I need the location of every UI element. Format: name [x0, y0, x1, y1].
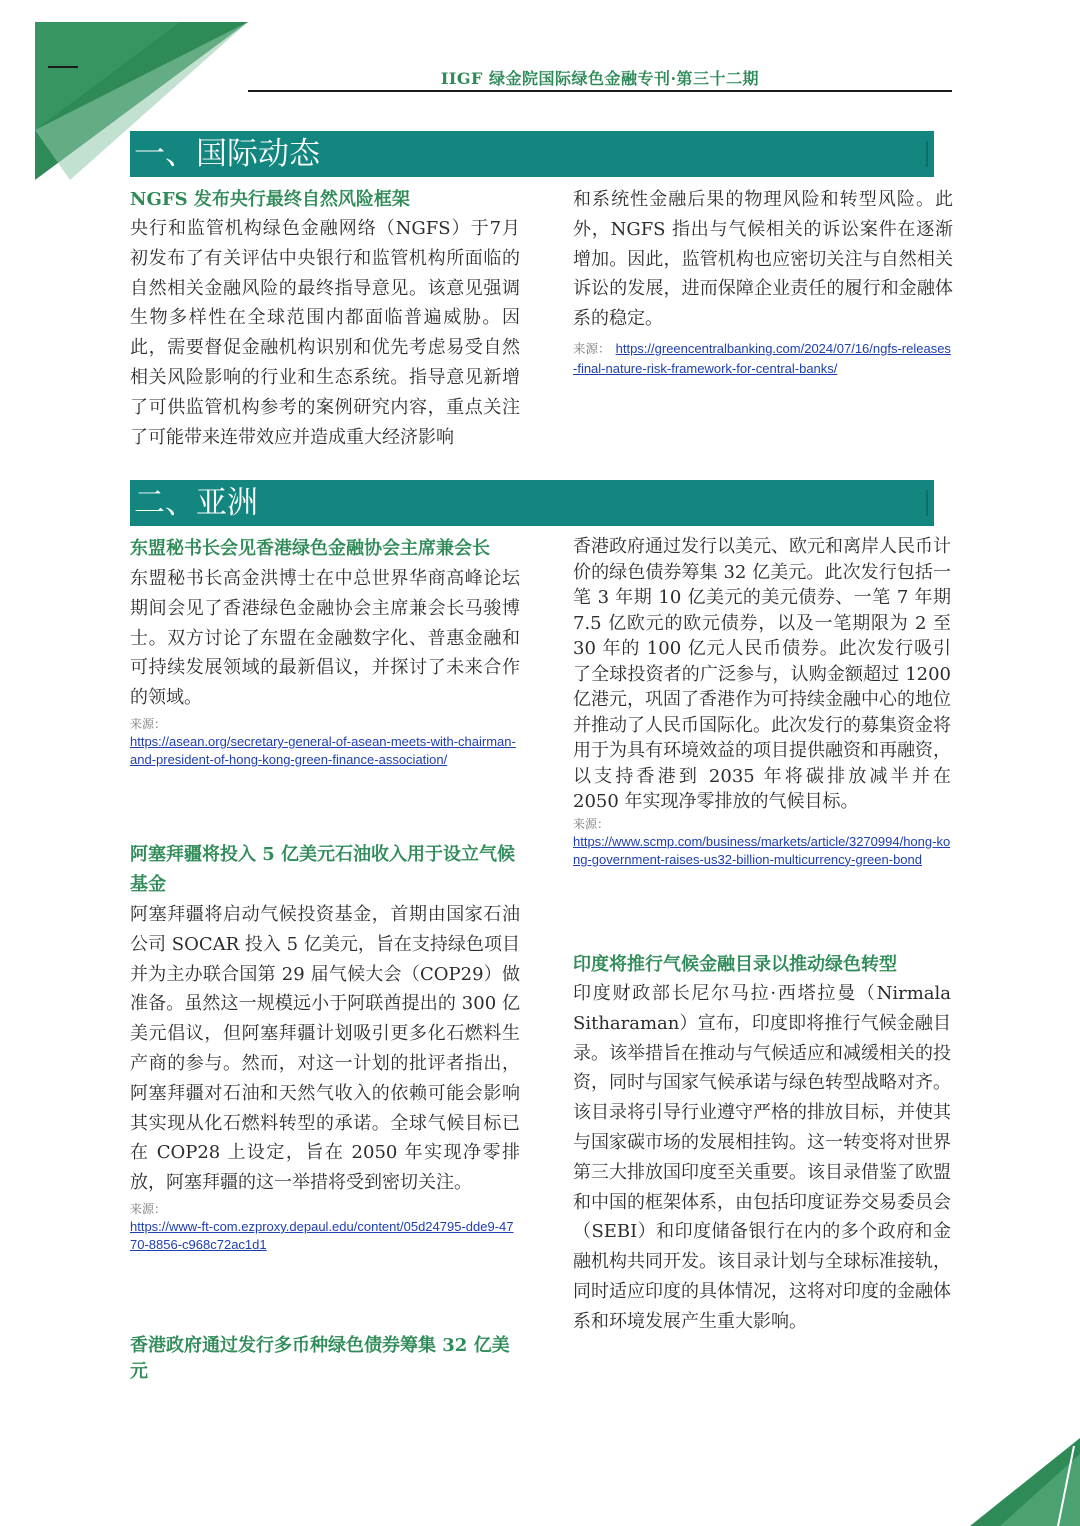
source-link[interactable]: https://greencentralbanking.com/2024/07/16/ngfs-releases-final-nature-risk-framework-for-central-banks/ — [573, 340, 951, 376]
article-body: 香港政府通过发行以美元、欧元和离岸人民币计价的绿色债券筹集 32 亿美元。此次发行包括一笔 3 年期 10 亿美元的美元债券、一笔 7 年期 7.5 亿欧元的欧元债券，以及一笔期限为 2 至 30 年的 100 亿元人民币债券。此次发行吸引了全球投资者的广泛参与，认购金额超过 1200 亿港元，巩固了香港作为可持续金融中心的地位并推动了人民币国际化。此次发行的募集资金将用于为具有环境效益的项目提供融资和再融资，以支持香港到 2035 年将碳排放减半并在 2050 年实现净零排放的气候目标。 — [573, 536, 951, 812]
article-heading: 东盟秘书长会见香港绿色金融协会主席兼会长 — [130, 538, 490, 559]
article-ngfs-left — [130, 185, 520, 452]
source-label: 来源： — [573, 340, 611, 356]
header-divider — [248, 90, 952, 92]
section-banner-international: 一、国际动态 — [130, 131, 934, 177]
source-label: 来源： — [130, 1201, 167, 1216]
article-hk-bond-heading — [130, 1333, 520, 1385]
article-body: 央行和监管机构绿色金融网络（NGFS）于7月初发布了有关评估中央银行和监管机构所面临的自然相关金融风险的最终指导意见。该意见强调生物多样性在全球范围内都面临普遍威胁。因此，需要督促金融机构识别和优先考虑易受自然相关风险影响的行业和生态系统。指导意见新增了可供监管机构参考的案例研究内容，重点关注了可能带来连带效应并造成重大经济影响 — [130, 218, 520, 448]
article-heading: NGFS 发布央行最终自然风险框架 — [130, 189, 410, 210]
article-heading: 阿塞拜疆将投入 5 亿美元石油收入用于设立气候基金 — [130, 844, 516, 895]
article-body-continued: 和系统性金融后果的物理风险和转型风险。此外，NGFS 指出与气候相关的诉讼案件在逐渐增加。因此，监管机构也应密切关注与自然相关诉讼的发展，进而保障企业责任的履行和金融体系的稳定。 — [573, 189, 953, 330]
section-banner-asia: 二、亚洲 — [130, 480, 934, 526]
article-asean — [130, 534, 520, 769]
article-body: 印度财政部长尼尔马拉·西塔拉曼（Nirmala Sitharaman）宣布，印度即将推行气候金融目录。该举措旨在推动与气候适应和减缓相关的投资，同时与国家气候承诺与绿色转型战略对齐。该目录将引导行业遵守严格的排放目标，并使其与国家碳市场的发展相挂钩。这一转变将对世界第三大排放国印度至关重要。该目录借鉴了欧盟和中国的框架体系，由包括印度证券交易委员会（SEBI）和印度储备银行在内的多个政府和金融机构共同开发。该目录计划与全球标准接轨，同时适应印度的具体情况，这将对印度的金融体系和环境发展产生重大影响。 — [573, 983, 951, 1332]
source-link[interactable]: https://www.scmp.com/business/markets/article/3270994/hong-kong-government-raises-us32-billion-multicurrency-green-bond — [573, 833, 951, 867]
corner-decoration-bottom-right — [970, 1416, 1080, 1526]
article-heading: 香港政府通过发行多币种绿色债券筹集 32 亿美元 — [130, 1335, 510, 1382]
article-body: 东盟秘书长高金洪博士在中总世界华商高峰论坛期间会见了香港绿色金融协会主席兼会长马骏博士。双方讨论了东盟在金融数字化、普惠金融和可持续发展领域的最新倡议，并探讨了未来合作的领域。 — [130, 568, 520, 709]
article-body: 阿塞拜疆将启动气候投资基金，首期由国家石油公司 SOCAR 投入 5 亿美元，旨在支持绿色项目并为主办联合国第 29 届气候大会（COP29）做准备。虽然这一规模远小于阿联酋提出的 300 亿美元倡议，但阿塞拜疆计划吸引更多化石燃料生产商的参与。然而，对这一计划的批评者指出，阿塞拜疆对石油和天然气收入的依赖可能会影响其实现从化石燃料转型的承诺。全球气候目标已在 COP28 上设定，旨在 2050 年实现净零排放，阿塞拜疆的这一举措将受到密切关注。 — [130, 904, 520, 1194]
article-heading: 印度将推行气候金融目录以推动绿色转型 — [573, 954, 897, 975]
source-label: 来源： — [573, 816, 610, 831]
article-azerbaijan — [130, 840, 520, 1254]
source-link[interactable]: https://asean.org/secretary-general-of-asean-meets-with-chairman-and-president-of-hong-kong-green-finance-association/ — [130, 733, 516, 767]
article-ngfs-right — [573, 185, 953, 378]
source-label: 来源： — [130, 716, 167, 731]
page-header-title: IIGF 绿金院国际绿色金融专刊·第三十二期 — [440, 69, 760, 88]
source-link[interactable]: https://www-ft-com.ezproxy.depaul.edu/content/05d24795-dde9-4770-8856-c968c72ac1d1 — [130, 1218, 514, 1252]
article-india — [573, 950, 951, 1337]
article-hk-bond-body — [573, 534, 951, 869]
